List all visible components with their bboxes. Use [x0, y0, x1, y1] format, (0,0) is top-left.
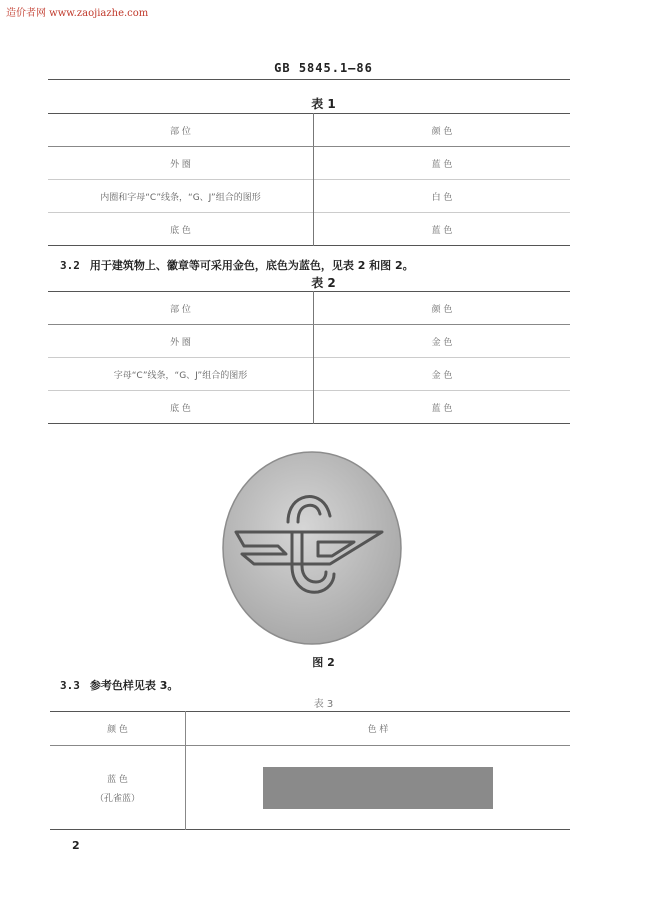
table2-header-color: 颜 色 — [314, 292, 571, 325]
table3-header-row — [50, 712, 570, 746]
table-row — [48, 358, 570, 391]
table2-cell-color: 蓝 色 — [314, 391, 571, 424]
table1-cell-part: 底 色 — [48, 213, 314, 246]
table-row — [48, 213, 570, 246]
table1-cell-color: 蓝 色 — [314, 147, 571, 180]
table3-color-subname: （孔雀蓝） — [94, 793, 140, 804]
clause-number: 3.3 — [60, 679, 80, 692]
table-row — [50, 746, 570, 830]
table2-cell-color: 金 色 — [314, 358, 571, 391]
table1-caption: 表 1 — [311, 97, 336, 111]
table2-cell-color: 金 色 — [314, 325, 571, 358]
table1-top-rule — [48, 79, 570, 80]
table-row — [48, 325, 570, 358]
table-row — [48, 180, 570, 213]
figure2-emblem — [222, 450, 402, 646]
table1-header-color: 颜 色 — [314, 114, 571, 147]
table1-cell-color: 白 色 — [314, 180, 571, 213]
table1-cell-part: 外 圈 — [48, 147, 314, 180]
color-swatch — [263, 767, 493, 809]
figure2-caption: 图 2 — [312, 656, 335, 669]
table2-cell-part: 外 圈 — [48, 325, 314, 358]
clause-text: 参考色样见表 3。 — [89, 679, 179, 692]
table2-cell-part: 字母“C”线条，“G、J”组合的图形 — [48, 358, 314, 391]
table1-header-row — [48, 114, 570, 147]
table3-cell-sample — [186, 746, 571, 830]
table1-cell-part: 内圈和字母“C”线条，“G、J”组合的图形 — [48, 180, 314, 213]
outer-ring-icon — [223, 452, 401, 644]
table3 — [50, 711, 570, 830]
clause-3-2 — [60, 257, 414, 273]
table2-caption: 表 2 — [311, 276, 336, 290]
table1-header-part: 部 位 — [48, 114, 314, 147]
table-row — [48, 147, 570, 180]
table-row — [48, 391, 570, 424]
site-watermark: 造价者网 www.zaojiazhe.com — [6, 8, 149, 19]
table3-cell-color — [50, 746, 186, 830]
table2 — [48, 291, 570, 424]
page-number: 2 — [72, 839, 80, 852]
table1 — [48, 113, 570, 246]
table1-cell-color: 蓝 色 — [314, 213, 571, 246]
table2-header-row — [48, 292, 570, 325]
table2-header-part: 部 位 — [48, 292, 314, 325]
table3-header-sample: 色 样 — [367, 725, 389, 735]
clause-text: 用于建筑物上、徽章等可采用金色，底色为蓝色，见表 2 和图 2。 — [89, 259, 414, 272]
table3-header-color: 颜 色 — [50, 712, 186, 746]
standard-number: GB 5845.1—86 — [274, 61, 373, 75]
table3-color-name: 蓝 色 — [107, 774, 128, 785]
clause-3-3 — [60, 677, 178, 693]
table3-caption: 表 3 — [313, 699, 334, 710]
clause-number: 3.2 — [60, 259, 80, 272]
table2-cell-part: 底 色 — [48, 391, 314, 424]
